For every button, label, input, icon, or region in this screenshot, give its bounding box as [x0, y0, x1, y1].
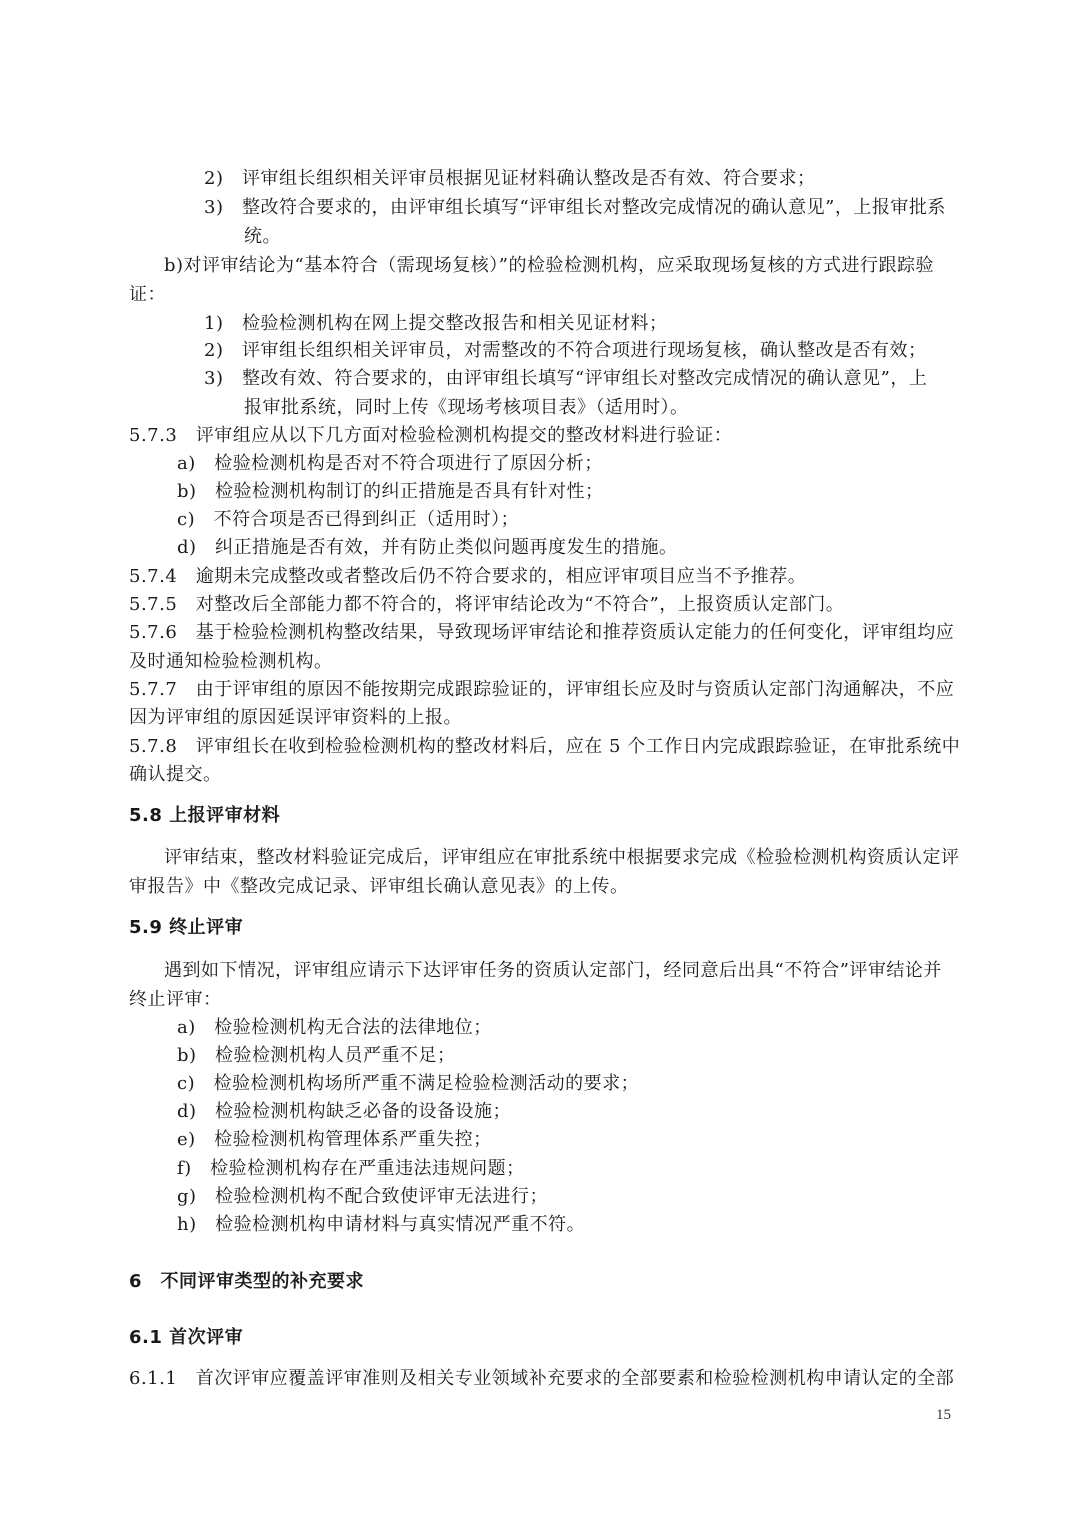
list-item: d) 检验检测机构缺乏必备的设备设施； [177, 1101, 512, 1122]
list-item: g) 检验检测机构不配合致使评审无法进行； [177, 1186, 549, 1207]
paragraph-line: 评审结束，整改材料验证完成后，评审组应在审批系统中根据要求完成《检验检测机构资质认定评 [164, 847, 960, 868]
section-heading-5-8: 5.8 上报评审材料 [129, 805, 281, 826]
text-line: 报审批系统，同时上传《现场考核项目表》（适用时）。 [244, 397, 689, 418]
list-item: h) 检验检测机构申请材料与真实情况严重不符。 [177, 1214, 586, 1235]
text-line: 及时通知检验检测机构。 [129, 651, 333, 672]
list-item: 3) 整改有效、符合要求的，由评审组长填写“评审组长对整改完成情况的确认意见”，上 [204, 368, 928, 389]
paragraph-line: 终止评审： [129, 989, 222, 1010]
clause-5-7-3: 5.7.3 评审组应从以下几方面对检验检测机构提交的整改材料进行验证： [129, 425, 733, 446]
list-item: b) 检验检测机构制订的纠正措施是否具有针对性； [177, 481, 604, 502]
clause-6-1-1: 6.1.1 首次评审应覆盖评审准则及相关专业领域补充要求的全部要素和检验检测机构申请认定的全部 [129, 1368, 955, 1389]
section-heading-5-9: 5.9 终止评审 [129, 917, 244, 938]
list-item: c) 检验检测机构场所严重不满足检验检测活动的要求； [177, 1073, 640, 1094]
clause-5-7-8: 5.7.8 评审组长在收到检验检测机构的整改材料后，应在 5 个工作日内完成跟踪验证，在审批系统中 [129, 736, 961, 757]
list-item: 2) 评审组长组织相关评审员，对需整改的不符合项进行现场复核，确认整改是否有效； [204, 340, 927, 361]
list-item: 1) 检验检测机构在网上提交整改报告和相关见证材料； [204, 313, 668, 334]
clause-5-7-5: 5.7.5 对整改后全部能力都不符合的，将评审结论改为“不符合”，上报资质认定部门。 [129, 594, 845, 615]
list-item: c) 不符合项是否已得到纠正（适用时）； [177, 509, 520, 530]
list-item: a) 检验检测机构无合法的法律地位； [177, 1017, 492, 1038]
list-item: a) 检验检测机构是否对不符合项进行了原因分析； [177, 453, 603, 474]
list-item: e) 检验检测机构管理体系严重失控； [177, 1129, 492, 1150]
clause-5-7-4: 5.7.4 逾期未完成整改或者整改后仍不符合要求的，相应评审项目应当不予推荐。 [129, 566, 807, 587]
list-item: f) 检验检测机构存在严重违法违规问题； [177, 1158, 525, 1179]
list-item: 2) 评审组长组织相关评审员根据见证材料确认整改是否有效、符合要求； [204, 168, 816, 189]
paragraph-line: 遇到如下情况，评审组应请示下达评审任务的资质认定部门，经同意后出具“不符合”评审结论并 [164, 960, 942, 981]
paragraph-line: 审报告》中《整改完成记录、评审组长确认意见表》的上传。 [129, 876, 629, 897]
text-line: 统。 [244, 226, 281, 247]
list-item: 3) 整改符合要求的，由评审组长填写“评审组长对整改完成情况的确认意见”，上报审批系 [204, 197, 946, 218]
text-line: 确认提交。 [129, 764, 222, 785]
clause-5-7-6: 5.7.6 基于检验检测机构整改结果，导致现场评审结论和推荐资质认定能力的任何变化，评审组均应 [129, 622, 955, 643]
section-heading-6-1: 6.1 首次评审 [129, 1327, 244, 1348]
list-item: b)对评审结论为“基本符合（需现场复核）”的检验检测机构，应采取现场复核的方式进行跟踪验 [164, 255, 934, 276]
text-line: 证： [129, 284, 166, 305]
section-heading-6: 6 不同评审类型的补充要求 [129, 1271, 365, 1292]
text-line: 因为评审组的原因延误评审资料的上报。 [129, 707, 462, 728]
list-item: b) 检验检测机构人员严重不足； [177, 1045, 456, 1066]
page-number: 15 [936, 1407, 951, 1423]
clause-5-7-7: 5.7.7 由于评审组的原因不能按期完成跟踪验证的，评审组长应及时与资质认定部门沟通解决，不应 [129, 679, 955, 700]
list-item: d) 纠正措施是否有效，并有防止类似问题再度发生的措施。 [177, 537, 678, 558]
